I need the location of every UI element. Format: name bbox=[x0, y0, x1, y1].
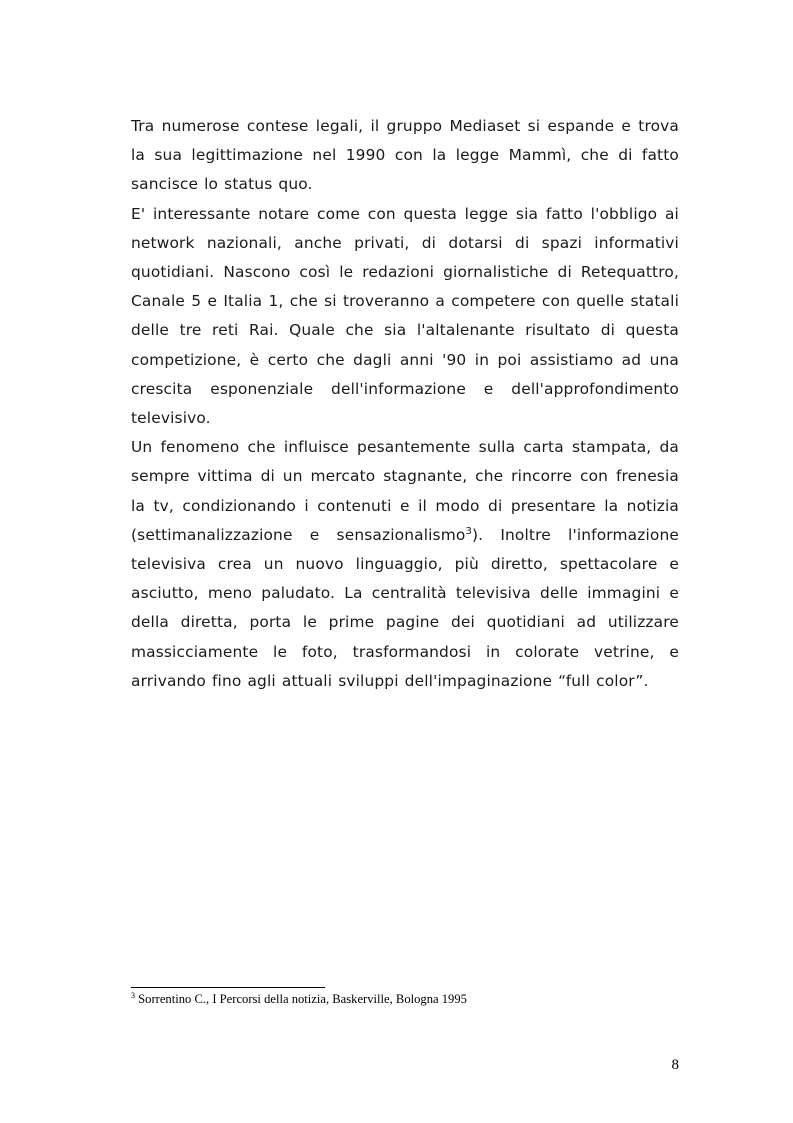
footnote-separator bbox=[131, 987, 325, 988]
body-text bbox=[131, 112, 679, 696]
footnote-number: 3 bbox=[131, 991, 135, 1000]
footnote bbox=[131, 992, 467, 1007]
paragraph-3-text-end: ). Inoltre l'informazione televisiva crea un nuovo linguaggio, più diretto, spettacolare e asciutto, meno paludato. La centralità televisiva delle immagini e della diretta, porta le prime pagine dei quotidiani ad utilizzare massicciamente le foto, trasformandosi in colorate vetrine, e arrivando fino agli attuali sviluppi dell'impaginazione “full color”. bbox=[131, 525, 679, 690]
page-number: 8 bbox=[671, 1057, 679, 1073]
footnote-text: Sorrentino C., I Percorsi della notizia, Baskerville, Bologna 1995 bbox=[138, 992, 467, 1006]
paragraph-2: E' interessante notare come con questa legge sia fatto l'obbligo ai network nazionali, anche privati, di dotarsi di spazi informativi quotidiani. Nascono così le redazioni giornalistiche di Retequattro, Canale 5 e Italia 1, che si troveranno a competere con quelle statali delle tre reti Rai. Quale che sia l'altalenante risultato di questa competizione, è certo che dagli anni '90 in poi assistiamo ad una crescita esponenziale dell'informazione e dell'approfondimento televisivo. bbox=[131, 204, 679, 428]
paragraph-3-text-start: Un fenomeno che influisce pesantemente sulla carta stampata, da sempre vittima di un mercato stagnante, che rincorre con frenesia la tv, condizionando i contenuti e il modo di presentare la notizia (settimanalizzazione e sensazionalismo bbox=[131, 438, 679, 544]
paragraph-3 bbox=[131, 433, 679, 696]
footnote-reference: 3 bbox=[465, 525, 472, 537]
paragraph-1: Tra numerose contese legali, il gruppo Mediaset si espande e trova la sua legittimazione nel 1990 con la legge Mammì, che di fatto sancisce lo status quo. bbox=[131, 117, 679, 194]
